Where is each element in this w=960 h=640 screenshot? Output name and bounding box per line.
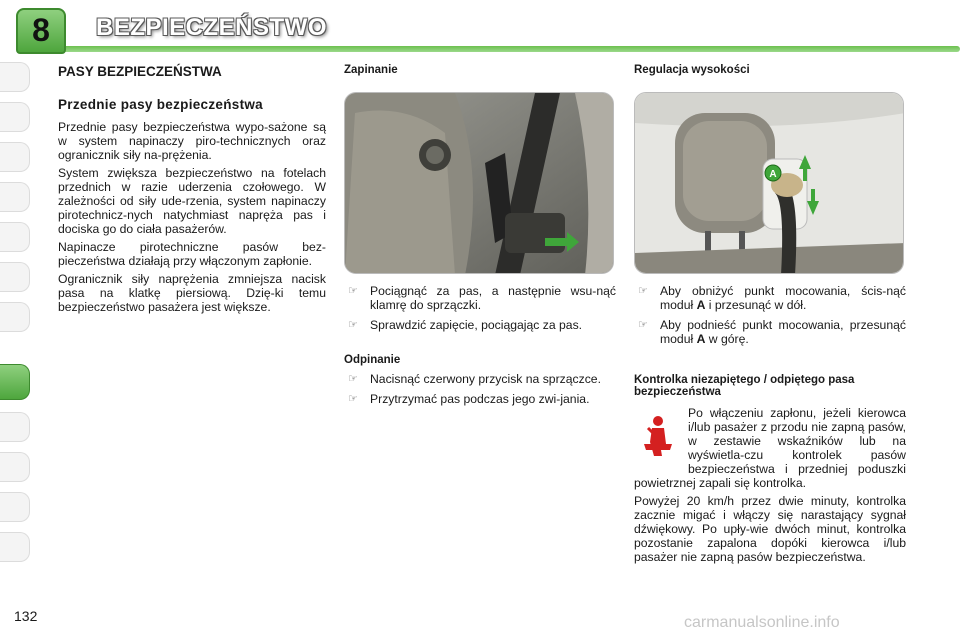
side-tab-4[interactable]: [0, 182, 30, 212]
page-number: 132: [14, 608, 38, 624]
paragraph: Ogranicznik siły naprężenia zmniejsza nacisk pasa na klatkę piersiową. Dzię-ki temu bezpieczeństwo pasażera jest większe.: [58, 272, 326, 314]
left-column: [58, 60, 326, 318]
paragraph: Napinacze pirotechniczne pasów bez-pieczeństwa działają przy włączonym zapłonie.: [58, 240, 326, 268]
pointing-hand-icon: ☞: [638, 319, 648, 331]
list-item: ☞ Aby podnieść punkt mocowania, przesunąć moduł A w górę.: [638, 318, 906, 346]
pointing-hand-icon: ☞: [348, 393, 358, 405]
unfasten-steps: [344, 372, 616, 406]
height-adjust-photo: [634, 92, 904, 274]
page-title: BEZPIECZEŃSTWO: [96, 14, 328, 41]
pointing-hand-icon: ☞: [348, 285, 358, 297]
watermark: carmanualsonline.info: [684, 614, 840, 631]
subsection-title: Przednie pasy bezpieczeństwa: [58, 97, 263, 112]
side-tab-2[interactable]: [0, 102, 30, 132]
right-column: [634, 60, 906, 568]
middle-column: [344, 60, 616, 412]
side-tab-5[interactable]: [0, 222, 30, 252]
side-tab-11[interactable]: [0, 492, 30, 522]
side-tab-1[interactable]: [0, 62, 30, 92]
unfasten-title: Odpinanie: [344, 354, 401, 366]
side-tab-12[interactable]: [0, 532, 30, 562]
fasten-title: Zapinanie: [344, 64, 398, 76]
list-item: ☞ Aby obniżyć punkt mocowania, ścis-nąć moduł A i przesunąć w dół.: [638, 284, 906, 312]
chapter-tab: [16, 8, 66, 54]
side-tab-7[interactable]: [0, 302, 30, 332]
paragraph: Po włączeniu zapłonu, jeżeli kierowca i/lub pasażer z przodu nie zapną pasów, w zestawie wskaźników lub na wyświetla-czu kontrolek pasów bezpieczeństwa i przedniej poduszki powietrznej zapali się kontrolka.: [634, 406, 906, 490]
chapter-number: 8: [32, 12, 50, 48]
list-item: ☞ Pociągnąć za pas, a następnie wsu-nąć klamrę do sprzączki.: [348, 284, 616, 312]
pointing-hand-icon: ☞: [348, 319, 358, 331]
warning-block: [634, 406, 906, 564]
list-item: ☞ Sprawdzić zapięcie, pociągając za pas.: [348, 318, 583, 332]
side-tab-3[interactable]: [0, 142, 30, 172]
list-item: ☞ Nacisnąć czerwony przycisk na sprzączce.: [348, 372, 601, 386]
header-accent-line: [60, 46, 960, 52]
height-adjust-steps: [634, 284, 906, 346]
side-tab-9[interactable]: [0, 412, 30, 442]
list-item: ☞ Przytrzymać pas podczas jego zwi-jania.: [348, 392, 590, 406]
paragraph: Przednie pasy bezpieczeństwa wypo-sażone są w system napinaczy piro-technicznych oraz ogranicznik siły na-prężenia.: [58, 120, 326, 162]
paragraph: Powyżej 20 km/h przez dwie minuty, kontrolka zacznie migać i włączy się narastający sygnał dźwiękowy. Po upły-wie dwóch minut, kontrolka pozostanie zapalona dopóki kierowca i/lub pasażer nie zapną pasów bezpieczeństwa.: [634, 494, 906, 564]
photo-label-a: A: [769, 169, 777, 180]
pointing-hand-icon: ☞: [348, 373, 358, 385]
side-tab-6[interactable]: [0, 262, 30, 292]
fasten-steps: [344, 284, 616, 332]
seatbelt-warning-icon: [634, 414, 680, 460]
buckle-photo: [344, 92, 614, 274]
side-tab-8-active[interactable]: [0, 364, 30, 400]
side-tab-10[interactable]: [0, 452, 30, 482]
section-title: PASY BEZPIECZEŃSTWA: [58, 64, 222, 79]
warning-title: Kontrolka niezapiętego / odpiętego pasa bezpieczeństwa: [634, 374, 855, 398]
paragraph: System zwiększa bezpieczeństwo na fotelach przednich w razie uderzenia czołowego. W zależności od siły ude-rzenia, system napinaczy pirotechnicz-nych natychmiast napręża pas i dociska go do ciała pasażerów.: [58, 166, 326, 236]
height-adjust-title: Regulacja wysokości: [634, 64, 750, 76]
page-header: [0, 0, 960, 52]
pointing-hand-icon: ☞: [638, 285, 648, 297]
